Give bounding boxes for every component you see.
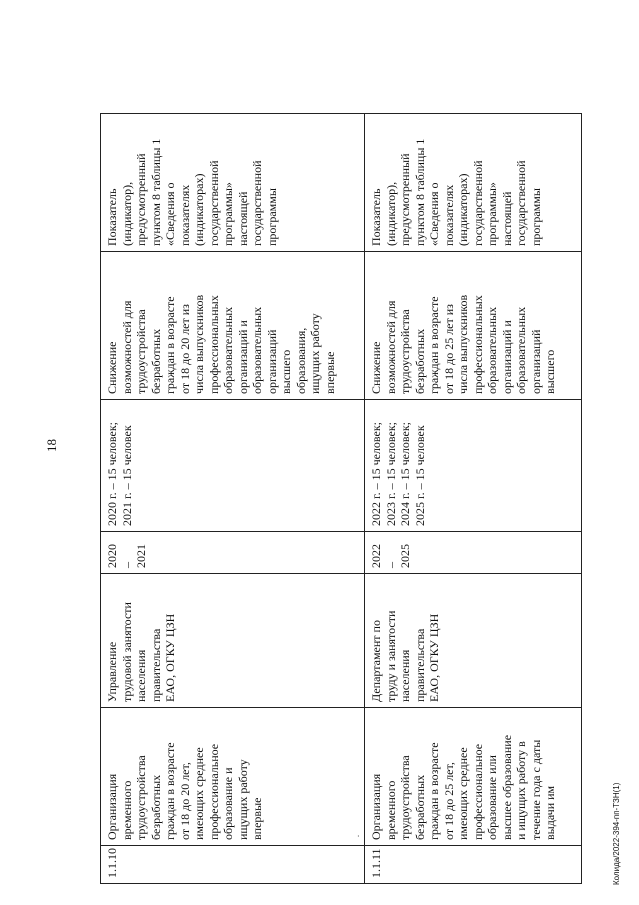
cell-text-line: показателях [441,184,456,246]
cell-text-line: (индикаторах) [192,173,206,246]
cell-text-line: 2025 [398,544,413,568]
cell-text-line: 2020 г. – 15 человек; [105,421,119,526]
cell-text-line: граждан в возрасте [163,742,177,840]
cell-text-line: пунктом 8 таблицы 1 [412,138,427,246]
cell-text-line: ЕАО, ОГКУ ЦЗН [163,613,177,702]
cell-text-line: 2021 г. – 15 человек [119,425,134,526]
cell-text-line: «Сведения о [163,182,177,246]
cell-text-line: ЕАО, ОГКУ ЦЗН [427,613,442,702]
cell-text-line: 1.1.11 [369,848,384,878]
cell-text-line: показателях [177,184,192,246]
cell-text-line: Показатель [369,188,384,246]
cell-text-line: настоящей [499,191,514,246]
cell-text-line: числа выпускников [456,294,471,394]
document-code: Колида/2022-394-пп-ТЗН(1) [612,782,621,885]
cell-text-line: 2023 г. – 15 человек; [383,421,398,526]
cell-text-line: высшее образование [499,734,514,840]
cell-text-line: Снижение [105,341,119,394]
cell-text-line: ищущих работу [308,313,322,394]
program-table [100,113,582,884]
executor-cell [365,574,582,708]
cell-text-line: правительства [148,628,163,702]
program-table-container [100,114,582,884]
cell-text-line: высшего [543,349,558,394]
cell-text-line: выдачи им [543,785,558,840]
cell-text-line: организаций [528,329,543,394]
cell-text-line: (индикатор), [383,181,398,246]
cell-text-line: предусмотренный [398,153,413,246]
executor-cell [101,574,365,708]
cell-text-line: правительства [412,628,427,702]
cell-text-line: течение года с даты [528,739,543,840]
cell-text-line: временного [383,780,398,840]
cell-text-line: образование и [221,767,235,840]
cell-text-line: программы [264,188,279,246]
cell-text-line: профессиональное [470,743,485,840]
target-values-cell [101,400,365,532]
cell-text-line: имеющих среднее [456,747,471,840]
cell-text-line: 2020 – [105,544,134,568]
cell-text-line: числа выпускников [192,294,206,394]
cell-text-line: организаций и [235,320,250,394]
cell-text-line: населения [134,649,148,702]
cell-text-line: Управление [105,641,119,702]
indicator-cell [365,114,582,252]
table-row [101,114,365,884]
cell-text-line: образования, [293,327,308,394]
cell-text-line: ищущих работу [235,759,250,840]
cell-text-line: высшего [279,349,293,394]
cell-text-line: программы [528,188,543,246]
cell-text-line: Снижение [369,341,384,394]
cell-text-line: (индикатор), [119,181,134,246]
cell-text-line: от 18 до 25 лет из [441,304,456,394]
item-number-cell [101,846,365,884]
cell-text-line: 2022 г. – 15 человек; [369,421,384,526]
cell-text-line: безработных [148,328,163,394]
cell-text-line: 2021 [134,544,148,568]
cell-text-line: безработных [412,774,427,840]
cell-text-line: образовательных [514,306,529,394]
cell-text-line: впервые [250,797,264,840]
cell-text-line: 2024 г. – 15 человек; [398,421,413,526]
cell-text-line: от 18 до 20 лет, [177,762,192,840]
cell-text-line: образовательных [485,306,500,394]
cell-text-line: Организация [105,773,119,840]
cell-text-line: от 18 до 25 лет, [441,762,456,840]
cell-text-line: граждан в возрасте [427,742,442,840]
page-number: 18 [44,439,59,452]
cell-text-line: организаций и [499,320,514,394]
table-row [365,114,582,884]
cell-text-line: трудоустройства [398,309,413,394]
cell-text-line: 2025 г. – 15 человек [412,425,427,526]
cell-text-line: и ищущих работу в [514,741,529,840]
indicator-cell [101,114,365,252]
cell-text-line: «Сведения о [427,182,442,246]
cell-text-line: государственной [514,160,529,246]
period-cell [101,532,365,574]
cell-text-line: пунктом 8 таблицы 1 [148,138,163,246]
cell-text-line: настоящей [235,191,250,246]
cell-text-line: программы» [221,182,235,246]
cell-text-line: программы» [485,182,500,246]
cell-text-line: возможностей для [119,300,134,394]
cell-text-line: предусмотренный [134,153,148,246]
cell-text-line: возможностей для [383,300,398,394]
cell-text-line: временного [119,780,134,840]
cell-text-line: имеющих среднее [192,747,206,840]
cell-text-line: 2022 – [369,544,398,568]
stray-mark: · [357,832,360,841]
cell-text-line: профессиональных [206,295,221,394]
cell-text-line: (индикаторах) [456,173,471,246]
activity-name-cell [365,708,582,846]
activity-name-cell [101,708,365,846]
cell-text-line: населения [398,649,413,702]
cell-text-line: трудовой занятости [119,602,134,702]
cell-text-line: от 18 до 20 лет из [177,304,192,394]
cell-text-line: трудоустройства [134,755,148,840]
cell-text-line: трудоустройства [134,309,148,394]
cell-text-line: образовательных [250,306,264,394]
item-number-cell [365,846,582,884]
expected-result-cell [101,252,365,400]
cell-text-line: труду и занятости [383,610,398,702]
cell-text-line: организаций [264,329,279,394]
cell-text-line: 1.1.10 [105,848,119,878]
cell-text-line: граждан в возрасте [163,296,177,394]
cell-text-line: трудоустройства [398,755,413,840]
target-values-cell [365,400,582,532]
cell-text-line: Департамент по [369,620,384,702]
cell-text-line: безработных [148,774,163,840]
cell-text-line: безработных [412,328,427,394]
cell-text-line: впервые [322,351,337,394]
cell-text-line: образовательных [221,306,235,394]
cell-text-line: государственной [206,160,221,246]
period-cell [365,532,582,574]
cell-text-line: государственной [250,160,264,246]
cell-text-line: государственной [470,160,485,246]
cell-text-line: Показатель [105,188,119,246]
cell-text-line: образование или [485,755,500,840]
cell-text-line: профессиональных [470,295,485,394]
cell-text-line: Организация [369,773,384,840]
cell-text-line: граждан в возрасте [427,296,442,394]
expected-result-cell [365,252,582,400]
cell-text-line: профессиональное [206,743,221,840]
